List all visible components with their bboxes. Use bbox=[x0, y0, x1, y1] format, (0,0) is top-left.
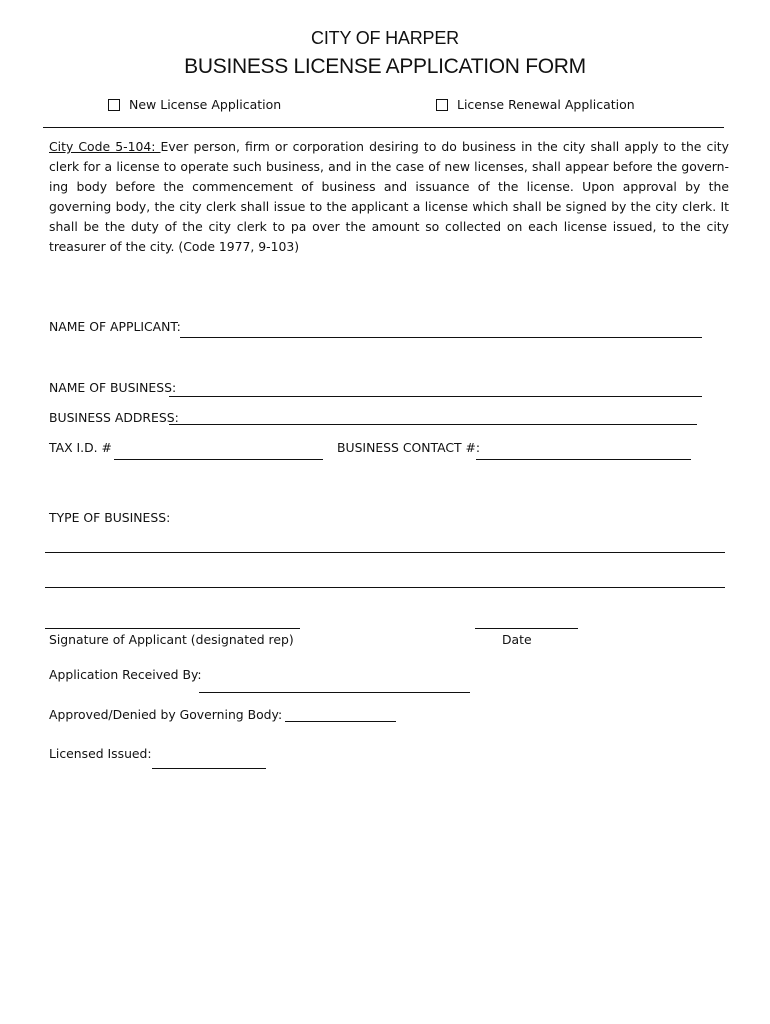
applicant-name-label: NAME OF APPLICANT: bbox=[49, 319, 181, 334]
city-code-body: Ever person, firm or corporation desiring to do business in the city shall apply to the city clerk for a license to operate such business, and in the case of new licenses, shall appear before the govern-ing body before the commencement of business and issuance of the license. Upon approval by the governing body, the city clerk shall issue to the applicant a license which shall be signed by the city clerk. It shall be the duty of the city clerk to pa over the amount so collected on each license issued, to the city treasurer of the city. (Code 1977, 9-103) bbox=[49, 139, 729, 255]
tax-id-input[interactable] bbox=[114, 443, 323, 460]
tax-id-label: TAX I.D. # bbox=[49, 440, 112, 455]
renewal-option[interactable] bbox=[436, 97, 635, 112]
business-contact-input[interactable] bbox=[476, 443, 691, 460]
new-license-label: New License Application bbox=[129, 97, 282, 112]
business-name-label: NAME OF BUSINESS: bbox=[49, 380, 177, 395]
date-input[interactable] bbox=[475, 612, 578, 629]
form-title: BUSINESS LICENSE APPLICATION FORM bbox=[184, 55, 586, 78]
business-address-input[interactable] bbox=[169, 408, 697, 425]
approved-denied-input[interactable] bbox=[285, 705, 396, 722]
applicant-signature-label: Signature of Applicant (designated rep) bbox=[49, 632, 294, 647]
header-divider bbox=[43, 127, 724, 128]
business-contact-label: BUSINESS CONTACT #: bbox=[337, 440, 481, 455]
date-label: Date bbox=[502, 632, 532, 647]
applicant-signature-input[interactable] bbox=[45, 612, 300, 629]
city-name: CITY OF HARPER bbox=[311, 28, 459, 48]
type-of-business-label: TYPE OF BUSINESS: bbox=[49, 510, 171, 525]
renewal-checkbox[interactable] bbox=[436, 99, 448, 111]
city-code-paragraph bbox=[49, 137, 729, 258]
type-of-business-line-1[interactable] bbox=[45, 536, 725, 553]
applicant-name-input[interactable] bbox=[180, 321, 702, 338]
received-by-label: Application Received By: bbox=[49, 667, 202, 682]
license-issued-input[interactable] bbox=[152, 752, 266, 769]
business-address-label: BUSINESS ADDRESS: bbox=[49, 410, 179, 425]
new-license-checkbox[interactable] bbox=[108, 99, 120, 111]
city-code-reference: City Code 5-104: bbox=[49, 139, 161, 154]
received-by-input[interactable] bbox=[199, 676, 470, 693]
license-issued-label: Licensed Issued: bbox=[49, 746, 152, 761]
type-of-business-line-2[interactable] bbox=[45, 571, 725, 588]
business-name-input[interactable] bbox=[169, 380, 702, 397]
new-license-option[interactable] bbox=[108, 97, 281, 112]
approved-denied-label: Approved/Denied by Governing Body: bbox=[49, 707, 283, 722]
renewal-label: License Renewal Application bbox=[457, 97, 635, 112]
